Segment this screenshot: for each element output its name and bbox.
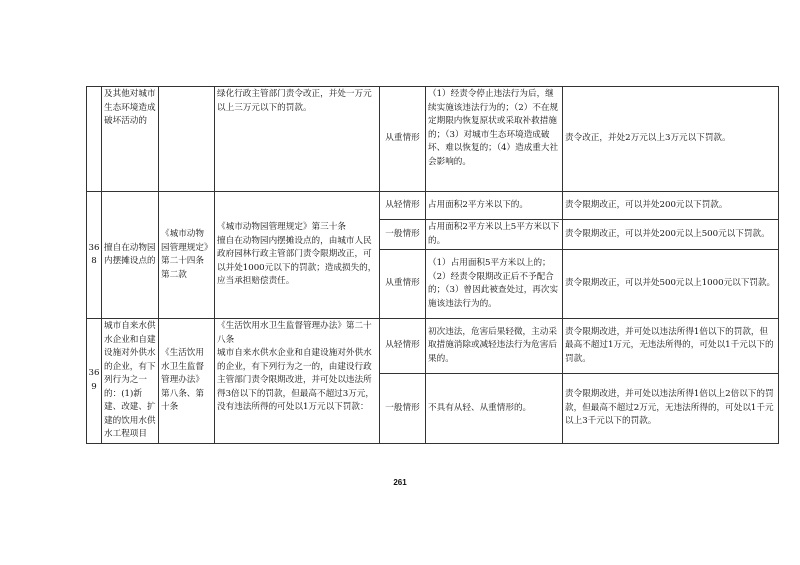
- provision-title: 《生活饮用水卫生监督管理办法》第二十八条: [217, 321, 372, 345]
- penalty-provision-cell: 绿化行政主管部门责令改正，并处一万元以上三万元以下的罚款。: [215, 87, 380, 192]
- penalty-standard-cell: 责令改正，并处2万元以上3万元以下罚款。: [563, 87, 779, 192]
- item-number-cell: 368: [87, 192, 102, 319]
- discretion-level-cell: 从重情形: [380, 87, 426, 192]
- condition-cell: 占用面积2平方米以上5平方米以下的。: [426, 220, 563, 250]
- condition-cell: （1）占用面积5平方米以上的；（2）经责令限期改正后不予配合的；（3）曾因此被查处过，再次实施该违法行为的。: [426, 250, 563, 319]
- discretion-level-cell: 一般情形: [380, 374, 426, 443]
- provision-body: 城市自来水供水企业和自建设施对外供水的企业，有下列行为之一的，由建设行政主管部门责令限期改进，并可处以违法所得3倍以下的罚款，但最高不超过3万元，没有违法所得的可处以1万元以下罚款：: [217, 348, 375, 412]
- penalty-provision-cell: [215, 319, 380, 444]
- table-row-369: [87, 319, 779, 374]
- legal-basis-cell: [159, 87, 215, 192]
- item-number-cell: [87, 87, 102, 192]
- condition-cell: 占用面积2平方米以下的。: [426, 192, 563, 220]
- table-row-367-continued: [87, 87, 779, 192]
- discretion-level-cell: 从轻情形: [380, 319, 426, 374]
- penalty-standard-cell: 责令限期改进，并可处以违法所得1倍以上2倍以下的罚款，但最高不超过2万元，无违法所得的，可处以1千元以上3千元以下的罚款。: [563, 374, 779, 443]
- discretion-level-cell: 一般情形: [380, 220, 426, 250]
- condition-cell: （1）经责令停止违法行为后，继续实施该违法行为的；（2）不在规定期限内恢复原状或采取补救措施的；（3）对城市生态环境造成破坏、难以恢复的；（4）造成重大社会影响的。: [426, 87, 563, 192]
- item-number-cell: 369: [87, 319, 102, 444]
- penalty-standards-table: [86, 86, 779, 444]
- discretion-level-cell: 从重情形: [380, 250, 426, 319]
- legal-basis-cell: 《生活饮用水卫生监督管理办法》第八条、第十条: [159, 319, 215, 444]
- penalty-standard-cell: 责令限期改正，可以并处200元以上500元以下罚款。: [563, 220, 779, 250]
- legal-basis-cell: 《城市动物园管理规定》第二十四条第二款: [159, 192, 215, 319]
- discretion-level-cell: 从轻情形: [380, 192, 426, 220]
- provision-title: 《城市动物园管理规定》第三十条: [217, 222, 346, 233]
- penalty-standard-cell: 责令限期改正，可以并处200元以下罚款。: [563, 192, 779, 220]
- table-row-368: [87, 192, 779, 220]
- provision-body: 擅自在动物园内摆摊设点的，由城市人民政府园林行政主管部门责令限期改正，可以并处1000元以下的罚款；造成损失的，应当承担赔偿责任。: [217, 235, 377, 287]
- violation-item-cell: 擅自在动物园内摆摊设点的: [102, 192, 159, 319]
- condition-cell: 不具有从轻、从重情形的。: [426, 374, 563, 443]
- page-number: 261: [393, 478, 407, 487]
- penalty-standard-cell: 责令限期改正，可以并处500元以上1000元以下罚款。: [563, 250, 779, 319]
- violation-item-cell: 城市自来水供水企业和自建设施对外供水的企业，有下列行为之一的：(1)新建、改建、扩建的饮用水供水工程项目: [102, 319, 159, 444]
- penalty-standard-cell: 责令限期改进，并可处以违法所得1倍以下的罚款，但最高不超过1万元，无违法所得的，可处以1千元以下的罚款。: [563, 319, 779, 374]
- violation-item-cell: 及其他对城市生态环境造成破坏活动的: [102, 87, 159, 192]
- penalty-provision-cell: [215, 192, 380, 319]
- condition-cell: 初次违法，危害后果轻微，主动采取措施消除或减轻违法行为危害后果的。: [426, 319, 563, 374]
